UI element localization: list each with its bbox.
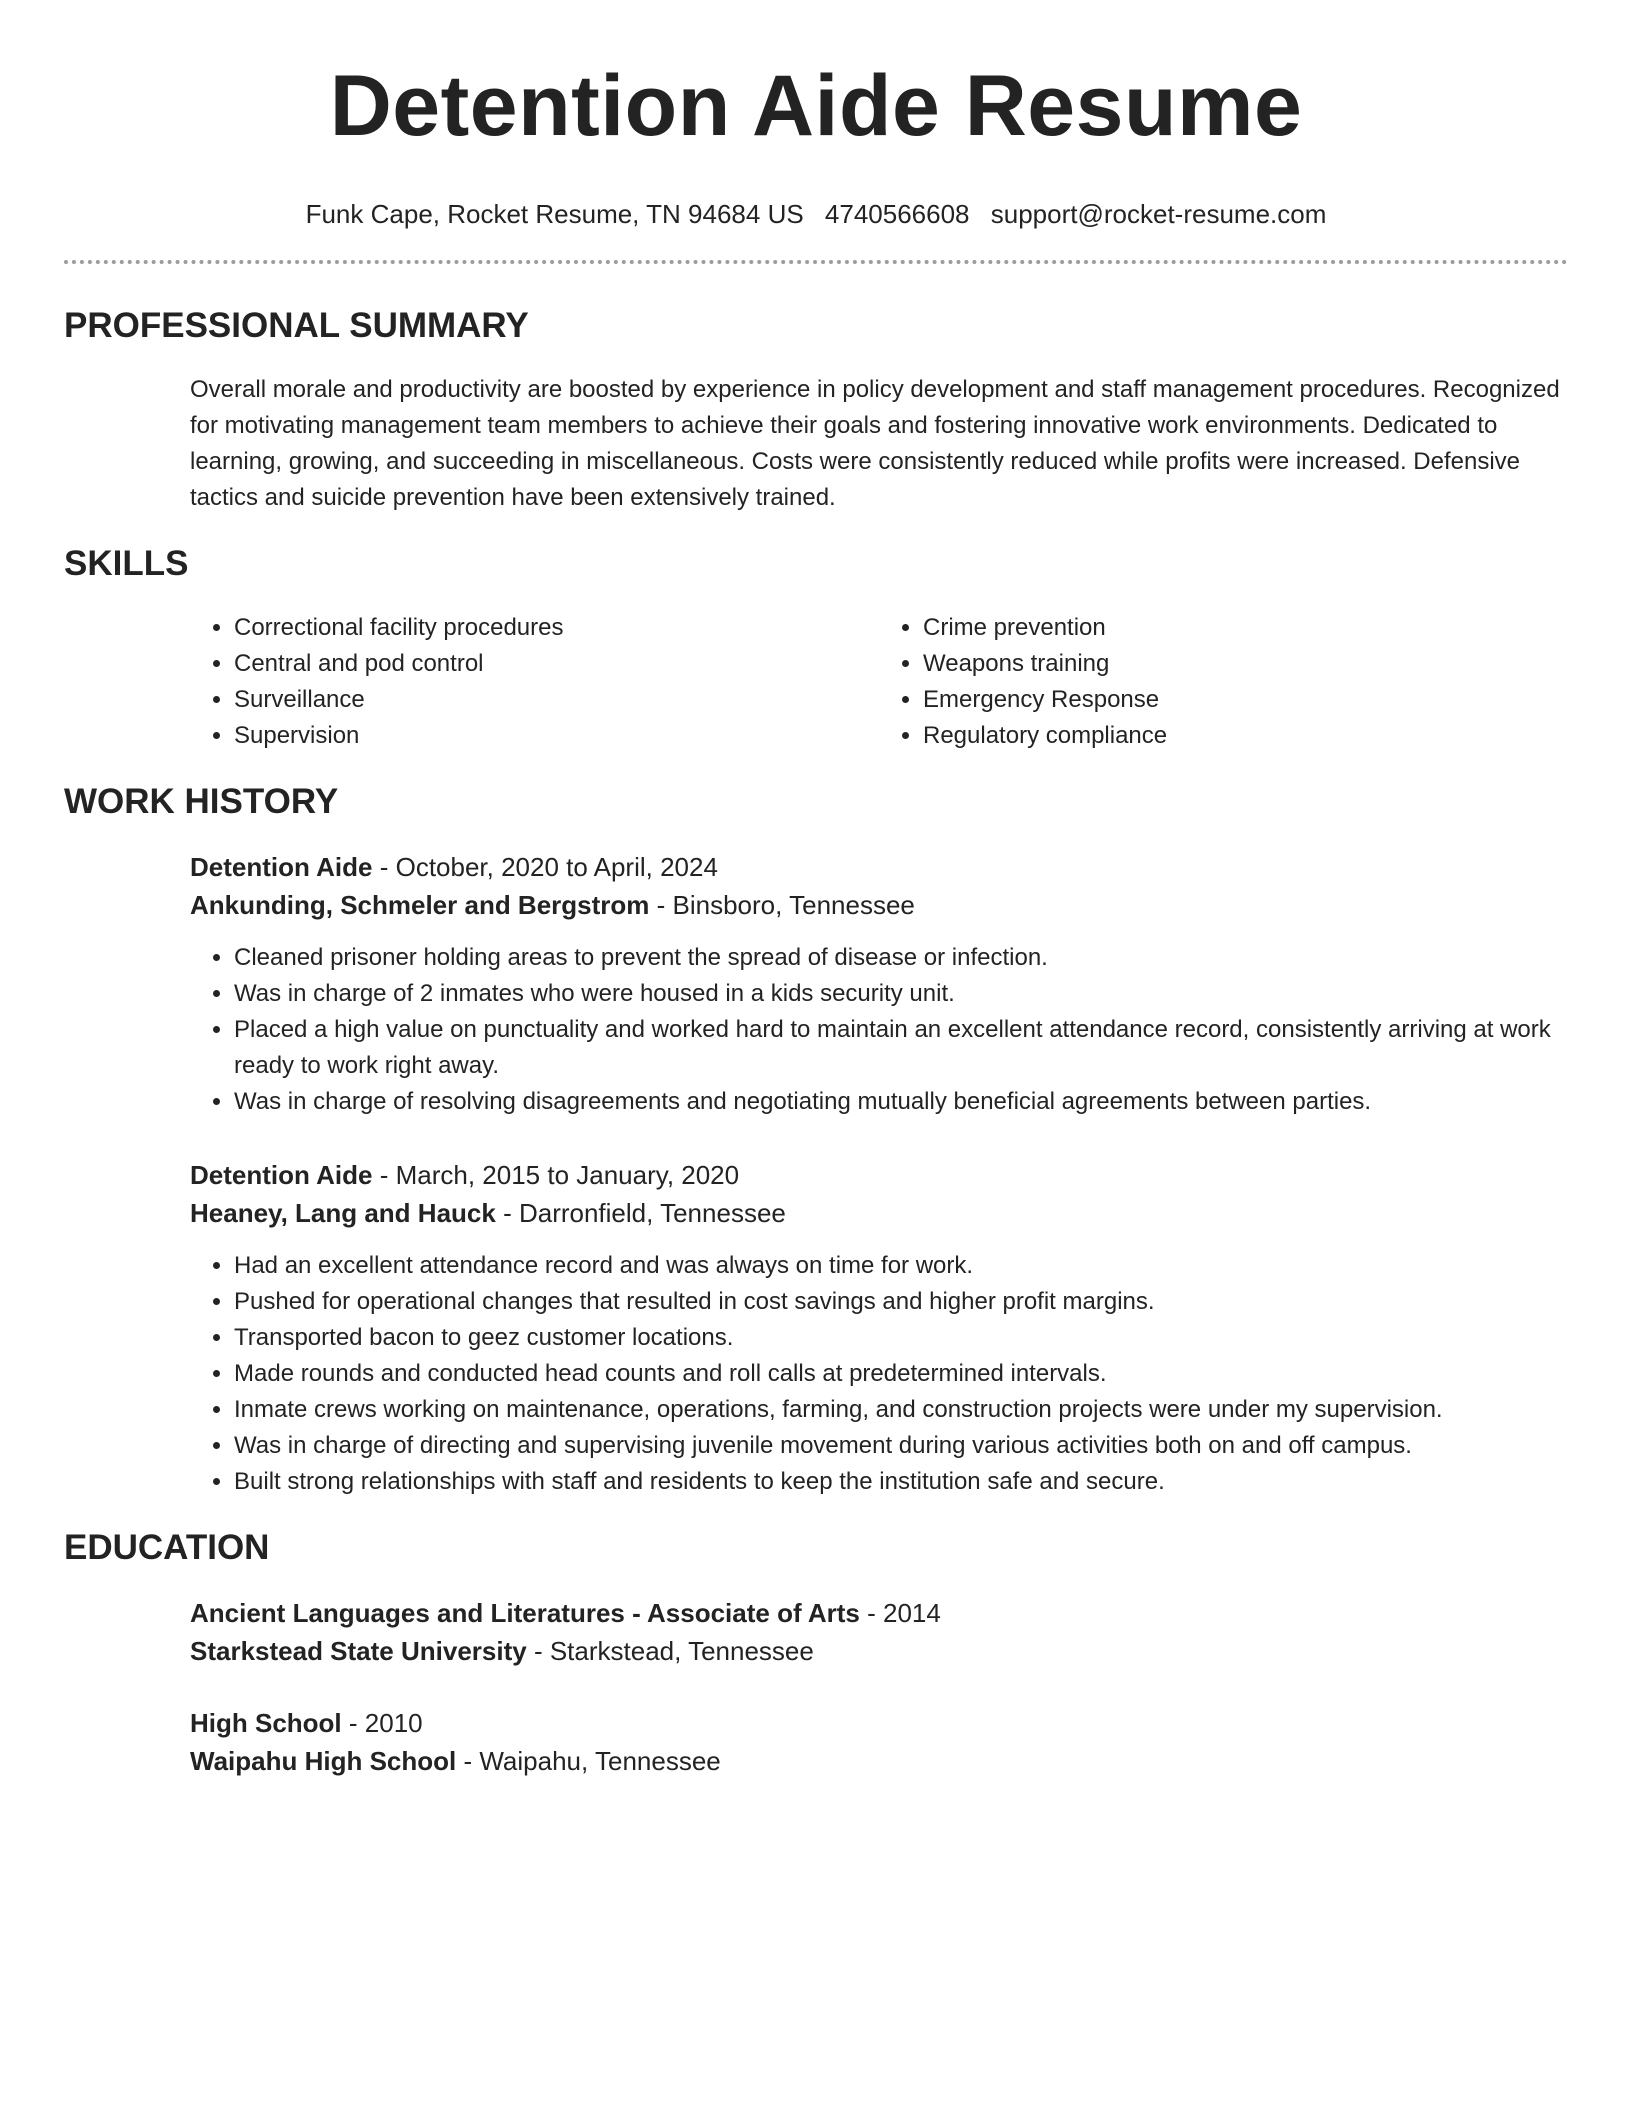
- resume-title: Detention Aide Resume: [329, 58, 1303, 154]
- work-history-heading: WORK HISTORY: [64, 782, 339, 821]
- school-line: [190, 1742, 1568, 1780]
- degree-line: [190, 1594, 1568, 1632]
- job-bullet: • Made rounds and conducted head counts and roll calls at predetermined intervals.: [234, 1356, 1568, 1392]
- job-bullet: • Inmate crews working on maintenance, operations, farming, and construction projects were under my supervision.: [234, 1392, 1568, 1428]
- contact-address: Funk Cape, Rocket Resume, TN 94684 US: [305, 199, 804, 229]
- job-bullet: • Placed a high value on punctuality and worked hard to maintain an excellent attendance record, consistently arriving at work ready to work right away.: [234, 1012, 1568, 1084]
- skill-item: • Supervision: [234, 718, 879, 754]
- job-bullet: • Pushed for operational changes that resulted in cost savings and higher profit margins.: [234, 1284, 1568, 1320]
- separator: -: [372, 1160, 396, 1190]
- job-company: Ankunding, Schmeler and Bergstrom: [190, 890, 650, 920]
- education-entry: [64, 1704, 1568, 1780]
- summary-section: [64, 304, 1568, 516]
- job-entry: [64, 1156, 1568, 1500]
- job-bullets: [190, 1248, 1568, 1500]
- degree: High School: [190, 1708, 342, 1738]
- job-company-line: [190, 886, 1568, 924]
- job-title-line: [190, 1156, 1568, 1194]
- skill-item: • Surveillance: [234, 682, 879, 718]
- job-title-line: [190, 848, 1568, 886]
- separator: -: [649, 890, 673, 920]
- job-bullet: • Built strong relationships with staff and residents to keep the institution safe and secure.: [234, 1464, 1568, 1500]
- job-title: Detention Aide: [190, 1160, 373, 1190]
- skill-item: • Crime prevention: [923, 610, 1568, 646]
- job-bullet: • Was in charge of resolving disagreements and negotiating mutually beneficial agreements between parties.: [234, 1084, 1568, 1120]
- job-bullets: [190, 940, 1568, 1120]
- job-entry: [64, 848, 1568, 1120]
- job-bullet: • Cleaned prisoner holding areas to prevent the spread of disease or infection.: [234, 940, 1568, 976]
- separator: -: [859, 1598, 883, 1628]
- job-bullet: • Was in charge of 2 inmates who were housed in a kids security unit.: [234, 976, 1568, 1012]
- job-bullet: • Transported bacon to geez customer locations.: [234, 1320, 1568, 1356]
- school-location: Starkstead, Tennessee: [549, 1636, 814, 1666]
- skill-item: • Weapons training: [923, 646, 1568, 682]
- skill-item: • Regulatory compliance: [923, 718, 1568, 754]
- separator: -: [495, 1198, 519, 1228]
- job-bullet: • Was in charge of directing and supervising juvenile movement during various activities both on and off campus.: [234, 1428, 1568, 1464]
- skills-columns: [64, 610, 1568, 754]
- work-history-section: [64, 780, 1568, 1500]
- degree-line: [190, 1704, 1568, 1742]
- job-company-line: [190, 1194, 1568, 1232]
- job-location: Binsboro, Tennessee: [672, 890, 915, 920]
- school-location: Waipahu, Tennessee: [479, 1746, 721, 1776]
- skills-list-left: [190, 610, 879, 754]
- summary-text: Overall morale and productivity are boosted by experience in policy development and staff management procedures. Recognized for motivating management team members to achieve their goals and fostering innovative work environments. Dedicated to learning, growing, and succeeding in miscellaneous. Costs were consistently reduced while profits were increased. Defensive tactics and suicide prevention have been extensively trained.: [190, 376, 1560, 511]
- job-company: Heaney, Lang and Hauck: [190, 1198, 496, 1228]
- skills-heading: SKILLS: [64, 544, 189, 583]
- summary-heading: PROFESSIONAL SUMMARY: [64, 306, 529, 345]
- contact-email: support@rocket-resume.com: [990, 199, 1327, 229]
- separator: -: [526, 1636, 550, 1666]
- skill-item: • Emergency Response: [923, 682, 1568, 718]
- skill-item: • Central and pod control: [234, 646, 879, 682]
- graduation-year: 2014: [883, 1598, 941, 1628]
- skill-item: • Correctional facility procedures: [234, 610, 879, 646]
- education-section: [64, 1526, 1568, 1780]
- education-heading: EDUCATION: [64, 1528, 270, 1567]
- separator: -: [456, 1746, 480, 1776]
- school-line: [190, 1632, 1568, 1670]
- separator: -: [372, 852, 396, 882]
- job-title: Detention Aide: [190, 852, 373, 882]
- job-dates: March, 2015 to January, 2020: [395, 1160, 740, 1190]
- job-dates: October, 2020 to April, 2024: [395, 852, 718, 882]
- skills-list-right: [879, 610, 1568, 754]
- graduation-year: 2010: [364, 1708, 423, 1738]
- job-bullet: • Had an excellent attendance record and was always on time for work.: [234, 1248, 1568, 1284]
- header-divider: [64, 260, 1568, 264]
- skills-section: [64, 542, 1568, 754]
- separator: -: [341, 1708, 365, 1738]
- contact-line: [64, 198, 1568, 230]
- school-name: Starkstead State University: [190, 1636, 527, 1666]
- contact-phone: 4740566608: [824, 199, 970, 229]
- education-entry: [64, 1594, 1568, 1670]
- school-name: Waipahu High School: [190, 1746, 457, 1776]
- job-location: Darronfield, Tennessee: [518, 1198, 786, 1228]
- degree: Ancient Languages and Literatures - Associate of Arts: [190, 1598, 860, 1628]
